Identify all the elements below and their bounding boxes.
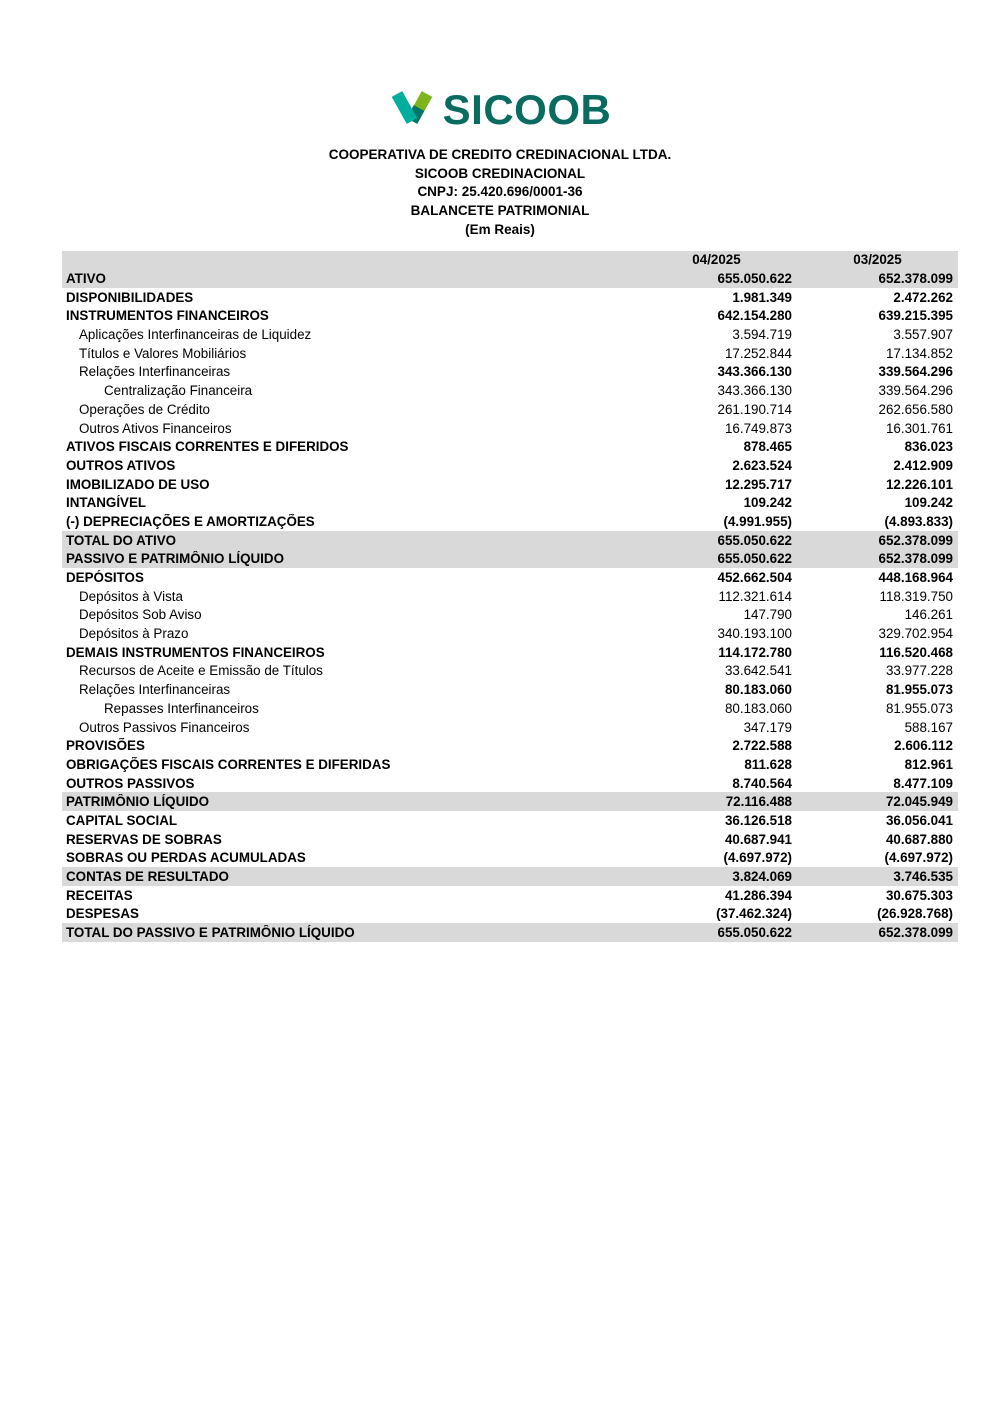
row-value-previous: 2.606.112 [894, 738, 953, 754]
row-label: Recursos de Aceite e Emissão de Títulos [79, 663, 323, 679]
row-value-current: 452.662.504 [717, 570, 792, 586]
row-label: ATIVOS FISCAIS CORRENTES E DIFERIDOS [66, 439, 349, 455]
row-label: DEMAIS INSTRUMENTOS FINANCEIROS [66, 644, 325, 660]
table-row [62, 419, 958, 438]
table-row [62, 662, 958, 681]
row-value-previous: 109.242 [904, 495, 953, 511]
row-label: CONTAS DE RESULTADO [66, 869, 229, 885]
report-title: BALANCETE PATRIMONIAL [410, 203, 590, 219]
row-value-current: 655.050.622 [717, 271, 792, 287]
table-row [62, 680, 958, 699]
table-row [62, 587, 958, 606]
row-value-previous: 30.675.303 [885, 887, 953, 903]
row-value-previous: 81.955.073 [885, 682, 953, 698]
table-header-row [62, 251, 958, 270]
row-label: Depósitos Sob Aviso [79, 607, 202, 623]
row-value-previous: 639.215.395 [878, 308, 953, 324]
row-value-previous: 652.378.099 [878, 532, 953, 548]
row-label: OBRIGAÇÕES FISCAIS CORRENTES E DIFERIDAS [66, 756, 391, 772]
row-label: TOTAL DO PASSIVO E PATRIMÔNIO LÍQUIDO [66, 925, 355, 941]
table-row [62, 923, 958, 942]
row-label: Outros Passivos Financeiros [79, 719, 250, 735]
table-row [62, 381, 958, 400]
row-label: Depósitos à Vista [79, 588, 183, 604]
table-row [62, 699, 958, 718]
row-value-previous: 81.955.073 [885, 700, 953, 716]
row-label: (-) DEPRECIAÇÕES E AMORTIZAÇÕES [66, 513, 315, 529]
table-row [62, 755, 958, 774]
table-row [62, 886, 958, 905]
row-value-previous: 17.134.852 [885, 345, 953, 361]
table-row [62, 867, 958, 886]
row-label: SOBRAS OU PERDAS ACUMULADAS [66, 850, 306, 866]
table-row [62, 736, 958, 755]
cnpj-line: CNPJ: 25.420.696/0001-36 [417, 184, 583, 200]
row-value-previous: 33.977.228 [885, 663, 953, 679]
table-row [62, 344, 958, 363]
row-value-current: 261.190.714 [717, 401, 792, 417]
row-label: OUTROS PASSIVOS [66, 775, 195, 791]
table-row [62, 400, 958, 419]
row-value-previous: 146.261 [904, 607, 953, 623]
row-value-current: 8.740.564 [732, 775, 792, 791]
row-value-current: 80.183.060 [724, 700, 792, 716]
row-value-current: 2.623.524 [732, 457, 792, 473]
row-value-previous: 448.168.964 [878, 570, 953, 586]
table-row [62, 792, 958, 811]
table-row [62, 307, 958, 326]
row-value-previous: 836.023 [904, 439, 953, 455]
row-value-previous: 588.167 [904, 719, 953, 735]
row-label: PROVISÕES [66, 738, 145, 754]
row-value-current: 343.366.130 [717, 383, 792, 399]
table-row [62, 512, 958, 531]
row-value-previous: 3.746.535 [893, 869, 953, 885]
currency-note: (Em Reais) [465, 221, 535, 237]
row-value-current: 80.183.060 [724, 682, 792, 698]
row-value-current: 109.242 [743, 495, 792, 511]
row-value-previous: 2.472.262 [893, 289, 953, 305]
row-value-previous: (4.697.972) [884, 850, 953, 866]
table-row [62, 550, 958, 569]
table-row [62, 475, 958, 494]
row-value-current: 811.628 [744, 756, 792, 772]
column-header-current: 04/2025 [692, 252, 741, 268]
row-value-previous: 12.226.101 [885, 476, 953, 492]
table-row [62, 905, 958, 924]
row-value-current: 343.366.130 [717, 364, 792, 380]
balance-table [62, 251, 958, 942]
table-row [62, 849, 958, 868]
sicoob-logo-icon [389, 88, 435, 130]
row-label: CAPITAL SOCIAL [66, 812, 178, 828]
table-row [62, 606, 958, 625]
row-value-previous: 652.378.099 [878, 271, 953, 287]
document-header [0, 146, 1000, 240]
row-value-current: (37.462.324) [716, 906, 792, 922]
row-label: IMOBILIZADO DE USO [66, 476, 210, 492]
row-label: RECEITAS [66, 887, 133, 903]
row-value-previous: 2.412.909 [893, 457, 953, 473]
row-value-previous: 652.378.099 [878, 925, 953, 941]
row-label: ATIVO [66, 271, 106, 287]
row-value-current: 33.642.541 [724, 663, 792, 679]
row-label: Títulos e Valores Mobiliários [79, 345, 247, 361]
table-row [62, 456, 958, 475]
row-label: RESERVAS DE SOBRAS [66, 831, 222, 847]
table-row [62, 269, 958, 288]
row-label: INSTRUMENTOS FINANCEIROS [66, 308, 269, 324]
table-row [62, 811, 958, 830]
row-value-current: 655.050.622 [717, 551, 792, 567]
row-value-previous: 3.557.907 [893, 327, 953, 343]
row-value-current: 147.790 [743, 607, 792, 623]
row-value-current: 655.050.622 [717, 925, 792, 941]
row-value-current: 642.154.280 [717, 308, 792, 324]
sicoob-logo [0, 0, 1000, 134]
row-value-current: 112.321.614 [718, 588, 792, 604]
row-label: DISPONIBILIDADES [66, 289, 194, 305]
row-value-current: 3.824.069 [732, 869, 792, 885]
row-value-previous: 812.961 [904, 756, 953, 772]
row-label: DESPESAS [66, 906, 139, 922]
row-label: Relações Interfinanceiras [79, 364, 231, 380]
company-name: COOPERATIVA DE CREDITO CREDINACIONAL LTDA. [328, 147, 672, 162]
table-body [62, 269, 958, 942]
row-label: Outros Ativos Financeiros [79, 420, 232, 436]
row-value-previous: 72.045.949 [885, 794, 953, 810]
row-label: Operações de Crédito [79, 401, 211, 417]
row-value-current: 878.465 [743, 439, 792, 455]
row-label: TOTAL DO ATIVO [66, 532, 177, 548]
row-label: OUTROS ATIVOS [66, 457, 176, 473]
table-row [62, 624, 958, 643]
row-value-previous: 339.564.296 [878, 383, 953, 399]
row-label: Repasses Interfinanceiros [104, 700, 259, 716]
sicoob-logo-text: SICOOB [442, 86, 612, 134]
row-label: PATRIMÔNIO LÍQUIDO [66, 794, 210, 810]
row-value-previous: (26.928.768) [877, 906, 953, 922]
row-value-current: 12.295.717 [724, 476, 792, 492]
row-value-previous: 40.687.880 [885, 831, 953, 847]
row-value-current: 3.594.719 [732, 327, 792, 343]
row-value-current: 36.126.518 [724, 812, 792, 828]
table-row [62, 568, 958, 587]
row-value-current: 41.286.394 [724, 887, 792, 903]
table-row [62, 531, 958, 550]
table-row [62, 830, 958, 849]
column-header-previous: 03/2025 [853, 252, 902, 268]
table-row [62, 493, 958, 512]
table-row [62, 643, 958, 662]
row-value-current: 72.116.488 [725, 794, 792, 810]
row-value-current: (4.697.972) [723, 850, 792, 866]
row-label: INTANGÍVEL [66, 495, 147, 511]
row-value-current: 2.722.588 [732, 738, 792, 754]
table-row [62, 437, 958, 456]
row-label: DEPÓSITOS [66, 570, 144, 586]
row-value-previous: (4.893.833) [884, 513, 953, 529]
table-row [62, 774, 958, 793]
row-value-previous: 36.056.041 [885, 812, 953, 828]
row-value-current: 340.193.100 [717, 626, 792, 642]
entity-name: SICOOB CREDINACIONAL [414, 165, 586, 181]
row-label: Aplicações Interfinanceiras de Liquidez [79, 327, 312, 343]
table-row [62, 363, 958, 382]
row-value-previous: 16.301.761 [885, 420, 953, 436]
row-value-current: 17.252.844 [724, 345, 792, 361]
row-value-previous: 8.477.109 [893, 775, 953, 791]
table-row [62, 718, 958, 737]
row-label: Depósitos à Prazo [79, 626, 189, 642]
row-value-previous: 329.702.954 [878, 626, 953, 642]
row-value-current: 347.179 [743, 719, 792, 735]
row-value-current: (4.991.955) [723, 513, 792, 529]
row-value-previous: 116.520.468 [879, 644, 953, 660]
table-row [62, 325, 958, 344]
row-label: Relações Interfinanceiras [79, 682, 231, 698]
row-value-previous: 118.319.750 [879, 588, 953, 604]
row-value-current: 40.687.941 [724, 831, 792, 847]
row-value-current: 655.050.622 [717, 532, 792, 548]
row-value-current: 1.981.349 [732, 289, 792, 305]
row-value-previous: 652.378.099 [878, 551, 953, 567]
row-label: Centralização Financeira [104, 383, 253, 399]
row-value-current: 16.749.873 [724, 420, 792, 436]
row-label: PASSIVO E PATRIMÔNIO LÍQUIDO [66, 551, 284, 567]
row-value-previous: 339.564.296 [878, 364, 953, 380]
row-value-current: 114.172.780 [718, 644, 792, 660]
row-value-previous: 262.656.580 [878, 401, 953, 417]
table-row [62, 288, 958, 307]
